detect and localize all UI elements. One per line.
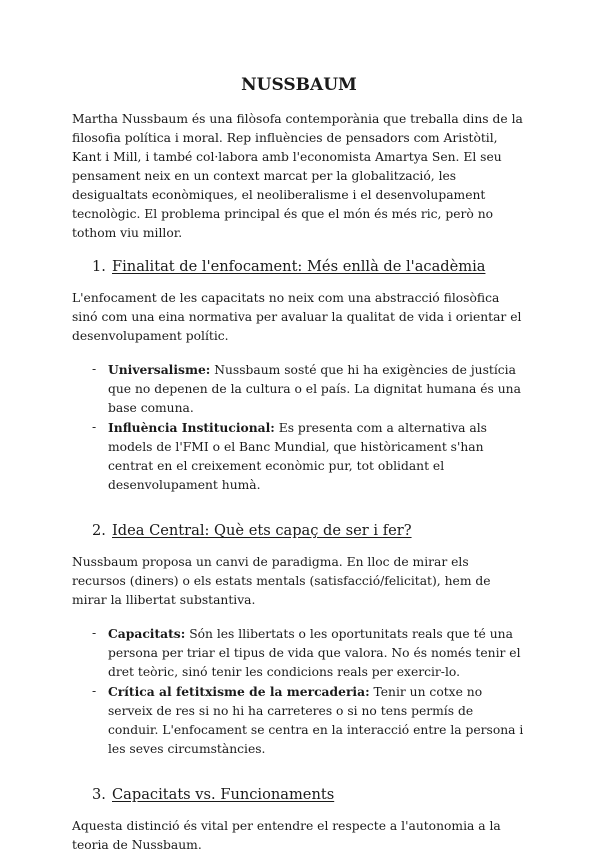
bullet-dash: -	[92, 420, 97, 434]
bullet-term: Influència Institucional:	[108, 420, 275, 435]
bullet-item	[92, 360, 526, 418]
section-1-paragraph: L'enfocament de les capacitats no neix com una abstracció filosòfica sinó com una eina normativa per avaluar la qualitat de vida i orientar el desenvolupament polític.	[72, 291, 522, 343]
bullet-text: Tenir un cotxe no serveix de res si no hi ha carreteres o si no tens permís de conduir. L'enfocament se centra en la interacció entre la persona i les seves circumstàncies.	[108, 685, 524, 756]
section-1-bullet-list	[72, 360, 526, 495]
bullet-item	[92, 418, 526, 495]
bullet-term: Capacitats:	[108, 626, 186, 641]
section-heading-3	[92, 785, 526, 805]
section-2-paragraph: Nussbaum proposa un canvi de paradigma. En lloc de mirar els recursos (diners) o els estats mentals (satisfacció/felicitat), hem de mirar la llibertat substantiva.	[72, 555, 491, 607]
section-2-bullet-list	[72, 624, 526, 759]
bullet-dash: -	[92, 684, 97, 698]
bullet-text: Es presenta com a alternativa als models de l'FMI o el Banc Mundial, que històricament s'han centrat en el creixement econòmic pur, tot oblidant el desenvolupament humà.	[108, 421, 487, 492]
bullet-term: Universalisme:	[108, 362, 211, 377]
section-heading-2	[92, 521, 526, 541]
section-title: Finalitat de l'enfocament: Més enllà de l'acadèmia	[112, 258, 486, 275]
section-number: 3.	[92, 786, 106, 803]
bullet-dash: -	[92, 362, 97, 376]
section-number: 2.	[92, 522, 106, 539]
bullet-text: Nussbaum sosté que hi ha exigències de justícia que no depenen de la cultura o el país. La dignitat humana és una base comuna.	[108, 363, 521, 415]
section-3-paragraph: Aquesta distinció és vital per entendre el respecte a l'autonomia a la teoria de Nussbaum.	[72, 819, 501, 852]
section-number: 1.	[92, 258, 106, 275]
bullet-item	[92, 682, 526, 759]
bullet-item	[92, 624, 526, 682]
section-title: Capacitats vs. Funcionaments	[112, 786, 335, 803]
bullet-dash: -	[92, 626, 97, 640]
page-title: NUSSBAUM	[241, 75, 357, 95]
section-heading-1	[92, 257, 526, 277]
section-title: Idea Central: Què ets capaç de ser i fer?	[112, 522, 412, 539]
bullet-text: Són les llibertats o les oportunitats reals que té una persona per triar el tipus de vida que valora. No és només tenir el dret teòric, sinó tenir les condicions reals per exercir-lo.	[108, 627, 521, 679]
bullet-term: Crítica al fetitxisme de la mercaderia:	[108, 684, 370, 699]
intro-paragraph: Martha Nussbaum és una filòsofa contemporània que treballa dins de la filosofia política i moral. Rep influències de pensadors com Aristòtil, Kant i Mill, i també col·labora amb l'economista Amartya Sen. El seu pensament neix en un context marcat per la globalització, les desigualtats econòmiques, el neoliberalisme i el desenvolupament tecnològic. El problema principal és que el món és més ric, però no tothom viu millor.	[72, 112, 523, 240]
